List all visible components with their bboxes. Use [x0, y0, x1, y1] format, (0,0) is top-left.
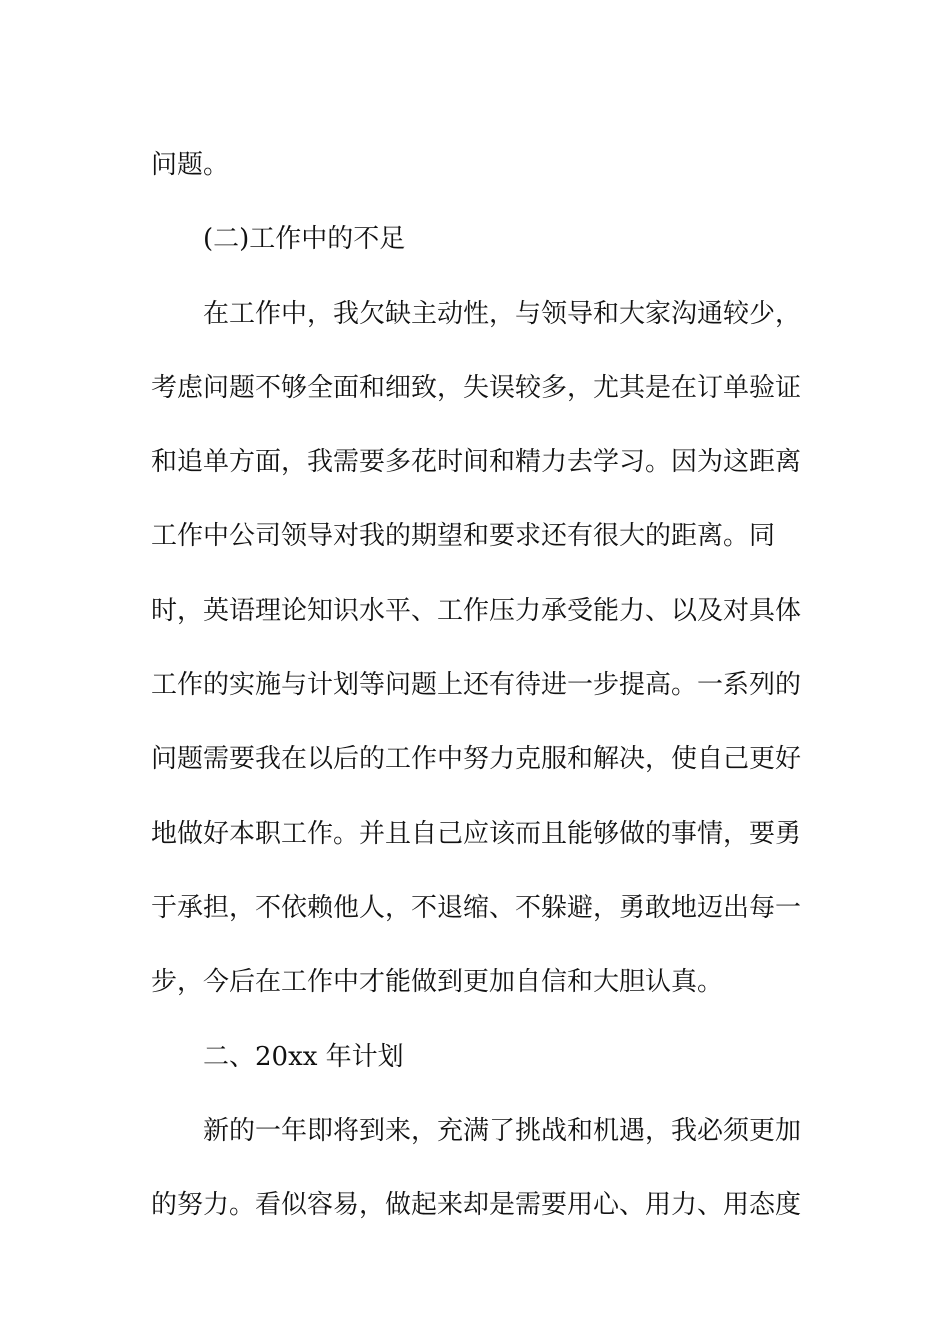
text-line: 步，今后在工作中才能做到更加自信和大胆认真。: [151, 967, 724, 998]
text-line: 问题需要我在以后的工作中努力克服和解决，使自己更好: [151, 744, 802, 775]
text-line: 问题。: [151, 150, 230, 180]
text-line: 新的一年即将到来，充满了挑战和机遇，我必须更加: [203, 1115, 802, 1146]
text-line: 和追单方面，我需要多花时间和精力去学习。因为这距离: [151, 447, 802, 478]
text-line: 工作的实施与计划等问题上还有待进一步提高。一系列的: [151, 670, 802, 701]
text-line: 的努力。看似容易，做起来却是需要用心、用力、用态度: [151, 1190, 802, 1221]
section-heading: 二、20xx 年计划: [203, 1041, 404, 1072]
document-body: [151, 128, 801, 1242]
text-line: 在工作中，我欠缺主动性，与领导和大家沟通较少，: [203, 298, 802, 329]
text-line: 于承担，不依赖他人，不退缩、不躲避，勇敢地迈出每一: [151, 892, 802, 923]
text-line: 时，英语理论知识水平、工作压力承受能力、以及对具体: [151, 595, 802, 626]
text-line: 工作中公司领导对我的期望和要求还有很大的距离。同: [151, 521, 776, 552]
section-heading: (二)工作中的不足: [203, 224, 406, 255]
text-line: 考虑问题不够全面和细致，失误较多，尤其是在订单验证: [151, 372, 802, 403]
text-line: 地做好本职工作。并且自己应该而且能够做的事情，要勇: [151, 818, 802, 849]
